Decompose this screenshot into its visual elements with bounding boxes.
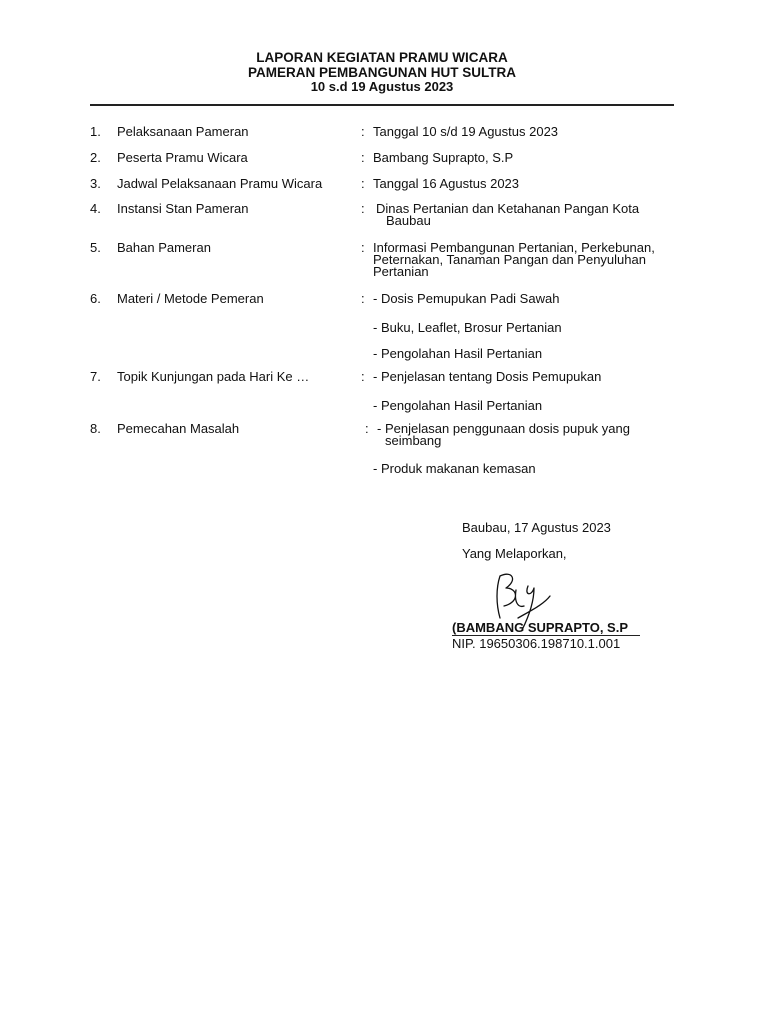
item-value-line: Dinas Pertanian dan Ketahanan Pangan Kota xyxy=(376,201,640,216)
item-number: 6. xyxy=(90,291,101,306)
item-label: Pemecahan Masalah xyxy=(117,421,240,436)
header-divider xyxy=(90,104,674,106)
report-title: LAPORAN KEGIATAN PRAMU WICARA xyxy=(256,50,508,65)
item-value: Bambang Suprapto, S.P xyxy=(373,150,514,165)
item-number: 5. xyxy=(90,240,101,255)
item-sub-point: - Pengolahan Hasil Pertanian xyxy=(373,346,543,361)
item-label: Peserta Pramu Wicara xyxy=(117,150,248,165)
signatory-nip: NIP. 19650306.198710.1.001 xyxy=(452,636,621,651)
item-sub-point: - Buku, Leaflet, Brosur Pertanian xyxy=(373,320,562,335)
item-colon: : xyxy=(361,369,365,384)
sign-reporter-label: Yang Melaporkan, xyxy=(462,546,567,561)
item-label: Bahan Pameran xyxy=(117,240,211,255)
item-value: Tanggal 16 Agustus 2023 xyxy=(373,176,520,191)
item-sub-point: - Produk makanan kemasan xyxy=(373,461,536,476)
item-colon: : xyxy=(361,176,365,191)
item-number: 4. xyxy=(90,201,101,216)
item-number: 1. xyxy=(90,124,101,139)
item-value-line: Peternakan, Tanaman Pangan dan Penyuluhan xyxy=(373,252,646,267)
item-number: 7. xyxy=(90,369,101,384)
sign-place-date: Baubau, 17 Agustus 2023 xyxy=(462,520,611,535)
item-value xyxy=(376,203,686,227)
item-label: Instansi Stan Pameran xyxy=(117,201,249,216)
signatory-name: (BAMBANG SUPRAPTO, S.P xyxy=(452,620,628,635)
item-value xyxy=(377,423,687,447)
item-label: Topik Kunjungan pada Hari Ke … xyxy=(117,369,310,384)
item-colon: : xyxy=(361,291,365,306)
item-value: - Penjelasan tentang Dosis Pemupukan xyxy=(373,369,602,384)
item-colon: : xyxy=(361,201,365,216)
item-value-line: Pertanian xyxy=(373,264,429,279)
item-value: Tanggal 10 s/d 19 Agustus 2023 xyxy=(373,124,559,139)
item-colon: : xyxy=(361,124,365,139)
item-number: 3. xyxy=(90,176,101,191)
item-colon: : xyxy=(361,240,365,255)
item-value-line: seimbang xyxy=(385,433,442,448)
item-value: - Dosis Pemupukan Padi Sawah xyxy=(373,291,560,306)
report-header xyxy=(90,50,674,94)
report-dates: 10 s.d 19 Agustus 2023 xyxy=(310,79,454,94)
item-label: Materi / Metode Pemeran xyxy=(117,291,264,306)
report-subtitle: PAMERAN PEMBANGUNAN HUT SULTRA xyxy=(248,65,516,80)
item-colon: : xyxy=(361,150,365,165)
item-value-line: - Penjelasan penggunaan dosis pupuk yang xyxy=(377,421,630,436)
item-number: 8. xyxy=(90,421,101,436)
item-value-line: Baubau xyxy=(386,213,431,228)
item-value-line: Informasi Pembangunan Pertanian, Perkebunan, xyxy=(373,240,655,255)
item-label: Jadwal Pelaksanaan Pramu Wicara xyxy=(117,176,323,191)
item-sub-point: - Pengolahan Hasil Pertanian xyxy=(373,398,543,413)
item-colon: : xyxy=(365,421,369,436)
item-value xyxy=(373,242,683,278)
item-label: Pelaksanaan Pameran xyxy=(117,124,249,139)
item-number: 2. xyxy=(90,150,101,165)
